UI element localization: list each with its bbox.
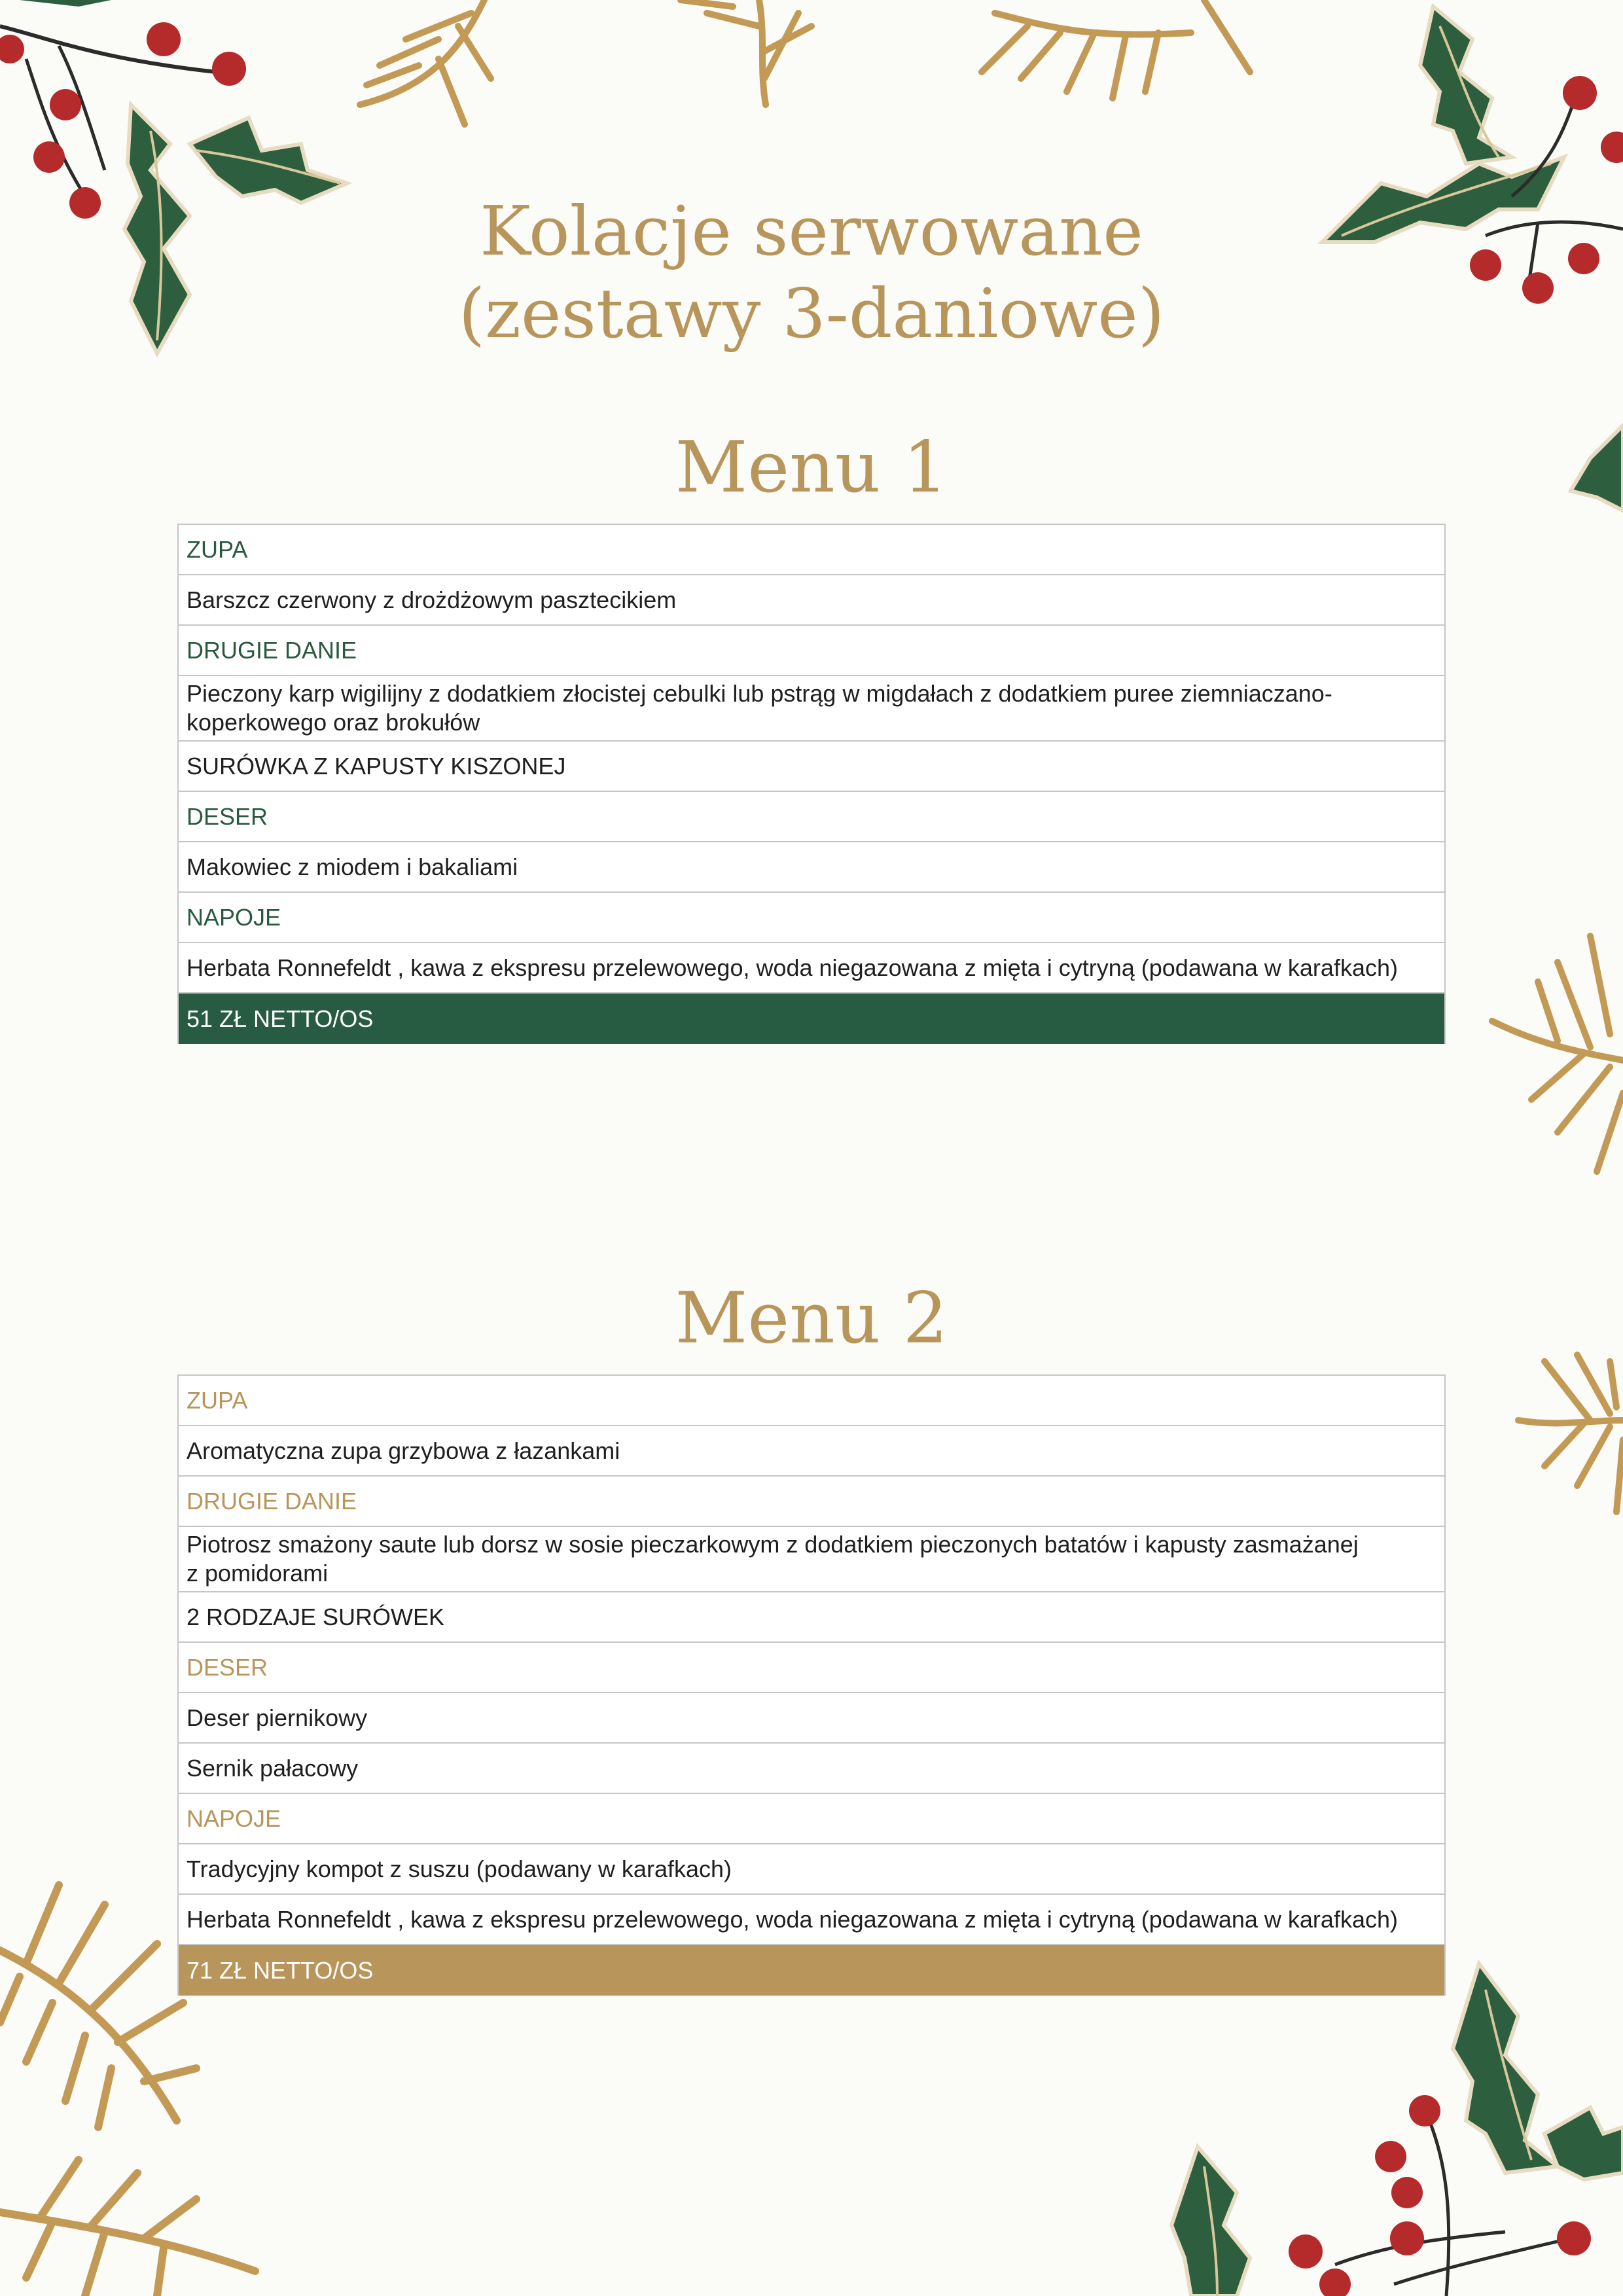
menu-1-heading: Menu 1 — [675, 427, 948, 509]
gold-leaves-top-center — [340, 0, 1355, 164]
menu-1-table — [177, 524, 1446, 1044]
menu-1-main-item-line-1: Pieczony karp wigilijny z dodatkiem złocistej cebulki lub pstrąg w migdałach z dodatkiem puree ziemniaczano- — [187, 680, 1332, 707]
menu-1-soup-item: Barszcz czerwony z drożdżowym pasztecikiem — [179, 575, 1444, 626]
menu-1-main-item — [179, 676, 1444, 742]
menu-2-dessert-item-2: Sernik pałacowy — [179, 1744, 1444, 1794]
menu-1-dessert-item: Makowiec z miodem i bakaliami — [179, 842, 1444, 893]
menu-2-category-dessert: DESER — [179, 1643, 1444, 1693]
menu-1-salad-item: SURÓWKA Z KAPUSTY KISZONEJ — [179, 742, 1444, 792]
holly-berries-bottom-right — [1139, 1950, 1623, 2296]
menu-2-category-main: DRUGIE DANIE — [179, 1477, 1444, 1527]
page-title-line-2: (zestawy 3-daniowe) — [458, 274, 1165, 353]
menu-2-salad-item: 2 RODZAJE SURÓWEK — [179, 1592, 1444, 1643]
menu-2-dessert-item-1: Deser piernikowy — [179, 1693, 1444, 1744]
menu-1-category-drinks: NAPOJE — [179, 893, 1444, 943]
menu-2-price: 71 ZŁ NETTO/OS — [179, 1945, 1444, 1996]
menu-1-category-soup: ZUPA — [179, 525, 1444, 575]
page-title — [0, 190, 1623, 355]
menu-2-soup-item: Aromatyczna zupa grzybowa z łazankami — [179, 1426, 1444, 1477]
menu-2-drinks-item-2: Herbata Ronnefeldt , kawa z ekspresu przelewowego, woda niegazowana z mięta i cytryną (podawana w karafkach) — [179, 1895, 1444, 1945]
menu-1-main-item-line-2: koperkowego oraz brokułów — [187, 709, 480, 736]
page-title-line-1: Kolacje serwowane — [480, 191, 1143, 271]
menu-2-heading: Menu 2 — [675, 1278, 948, 1359]
menu-2-table — [177, 1374, 1446, 1996]
menu-2-category-soup: ZUPA — [179, 1376, 1444, 1426]
menu-1-drinks-item: Herbata Ronnefeldt , kawa z ekspresu przelewowego, woda niegazowana z mięta i cytryną (podawana w karafkach) — [179, 943, 1444, 994]
menu-1-price: 51 ZŁ NETTO/OS — [179, 994, 1444, 1044]
menu-1-category-main: DRUGIE DANIE — [179, 626, 1444, 676]
menu-1-category-dessert: DESER — [179, 792, 1444, 842]
menu-2-main-item — [179, 1527, 1444, 1592]
menu-2-main-item-line-1: Piotrosz smażony saute lub dorsz w sosie pieczarkowym z dodatkiem pieczonych batatów i kapusty zasmażanej — [187, 1531, 1359, 1558]
menu-2-category-drinks: NAPOJE — [179, 1794, 1444, 1844]
gold-leaves-right-middle — [1479, 923, 1623, 1185]
gold-leaves-right-lower — [1505, 1348, 1623, 1525]
menu-2-main-item-line-2: z pomidorami — [187, 1560, 329, 1587]
menu-2-drinks-item-1: Tradycyjny kompot z suszu (podawany w karafkach) — [179, 1844, 1444, 1895]
